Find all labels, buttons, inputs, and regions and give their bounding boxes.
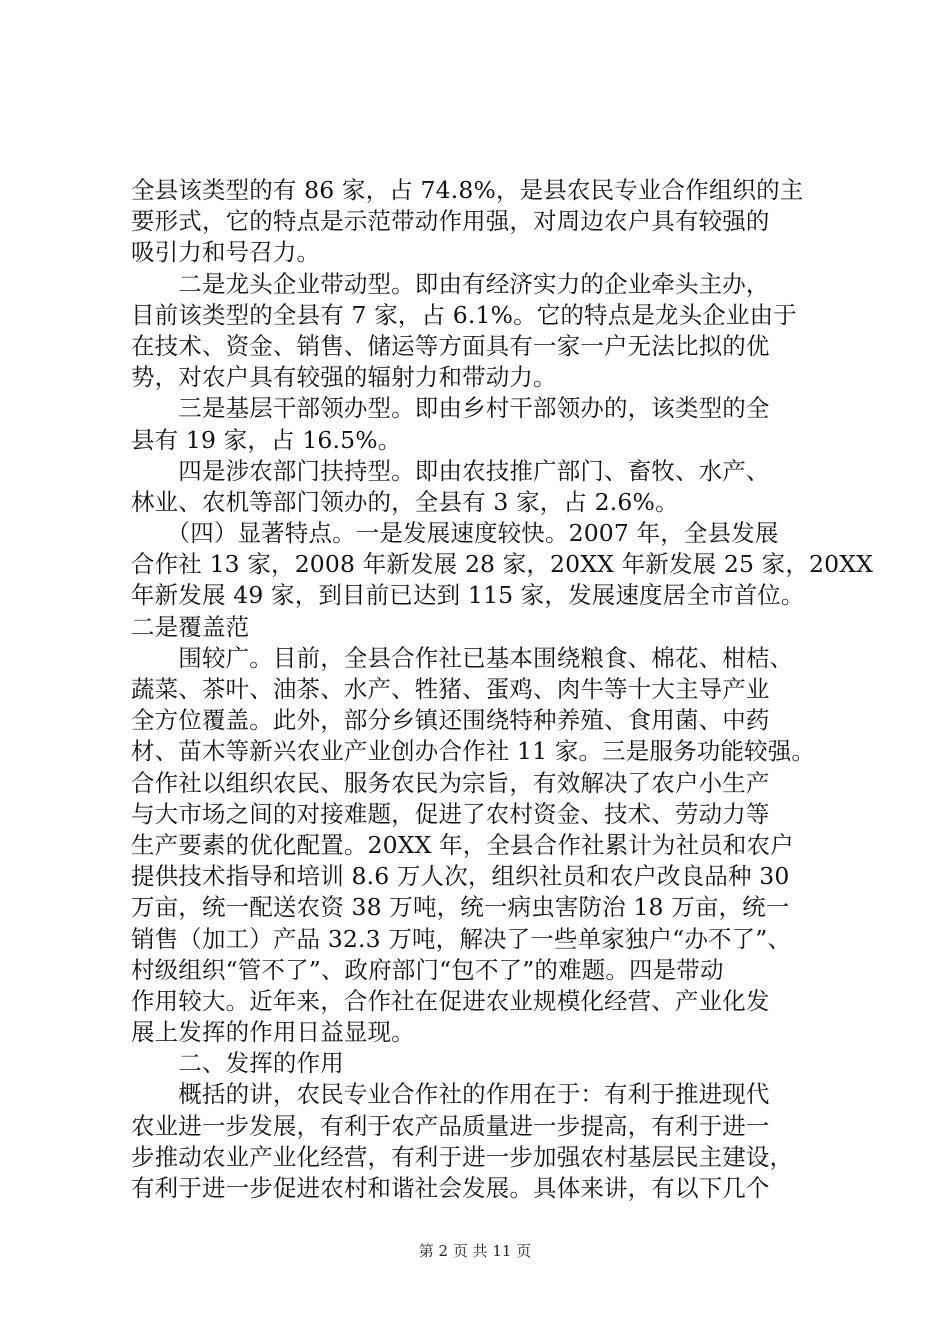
text-line: 合作社 13 家，2008 年新发展 28 家，20XX 年新发展 25 家，20XX — [131, 550, 873, 579]
text-line: 提供技术指导和培训 8.6 万人次，组织社员和农户改良品种 30 — [131, 862, 790, 891]
text-line: 概括的讲，农民专业合作社的作用在于：有利于推进现代 — [131, 1080, 770, 1109]
text-line: （四）显著特点。一是发展速度较快。2007 年，全县发展 — [131, 519, 779, 548]
text-line: 围较广。目前，全县合作社已基本围绕粮食、棉花、柑桔、 — [131, 643, 794, 672]
text-line: 二是覆盖范 — [131, 612, 250, 641]
text-line: 生产要素的优化配置。20XX 年，全县合作社累计为社员和农户 — [131, 830, 794, 859]
text-line: 蔬菜、茶叶、油茶、水产、牲猪、蛋鸡、肉牛等十大主导产业 — [131, 675, 770, 703]
page-number-footer: 第 2 页 共 11 页 — [418, 1242, 532, 1260]
text-line: 林业、农机等部门领办的，全县有 3 家，占 2.6%。 — [131, 487, 679, 516]
text-line: 年新发展 49 家，到目前已达到 115 家，发展速度居全市首位。 — [131, 581, 805, 610]
text-line: 与大市场之间的对接难题，促进了农村资金、技术、劳动力等 — [131, 799, 770, 828]
text-line: 二、发挥的作用 — [131, 1049, 344, 1078]
text-line: 村级组织“管不了”、政府部门“包不了”的难题。四是带动 — [131, 955, 724, 984]
text-line: 材、苗木等新兴农业产业创办合作社 11 家。三是服务功能较强。 — [131, 737, 815, 766]
text-line: 销售（加工）产品 32.3 万吨，解决了一些单家独户“办不了”、 — [131, 924, 792, 953]
text-line: 有利于进一步促进农村和谐社会发展。具体来讲，有以下几个 — [131, 1174, 770, 1202]
text-line: 万亩，统一配送农资 38 万吨，统一病虫害防治 18 万亩，统一 — [131, 893, 790, 922]
text-line: 展上发挥的作用日益显现。 — [131, 1018, 415, 1047]
document-body — [131, 175, 873, 1204]
text-line: 四是涉农部门扶持型。即由农技推广部门、畜牧、水产、 — [131, 456, 770, 485]
text-line: 在技术、资金、销售、储运等方面具有一家一户无法比拟的优 — [131, 331, 770, 360]
text-line: 目前该类型的全县有 7 家，占 6.1%。它的特点是龙头企业由于 — [131, 300, 797, 329]
text-line: 全县该类型的有 86 家，占 74.8%，是县农民专业合作组织的主 — [131, 176, 804, 204]
text-line: 作用较大。近年来，合作社在促进农业规模化经营、产业化发 — [131, 986, 770, 1015]
text-line: 县有 19 家，占 16.5%。 — [131, 425, 402, 454]
text-line: 农业进一步发展，有利于农产品质量进一步提高，有利于进一 — [131, 1111, 770, 1140]
text-line: 二是龙头企业带动型。即由有经济实力的企业牵头主办， — [131, 269, 770, 298]
text-line: 合作社以组织农民、服务农民为宗旨，有效解决了农户小生产 — [131, 768, 770, 797]
text-line: 步推动农业产业化经营，有利于进一步加强农村基层民主建设， — [131, 1142, 794, 1171]
text-line: 吸引力和号召力。 — [131, 238, 321, 267]
text-line: 要形式，它的特点是示范带动作用强，对周边农户具有较强的 — [131, 207, 770, 236]
text-line: 势，对农户具有较强的辐射力和带动力。 — [131, 363, 557, 392]
text-line: 三是基层干部领办型。即由乡村干部领办的，该类型的全 — [131, 394, 770, 423]
text-line: 全方位覆盖。此外，部分乡镇还围绕特种养殖、食用菌、中药 — [131, 706, 770, 735]
